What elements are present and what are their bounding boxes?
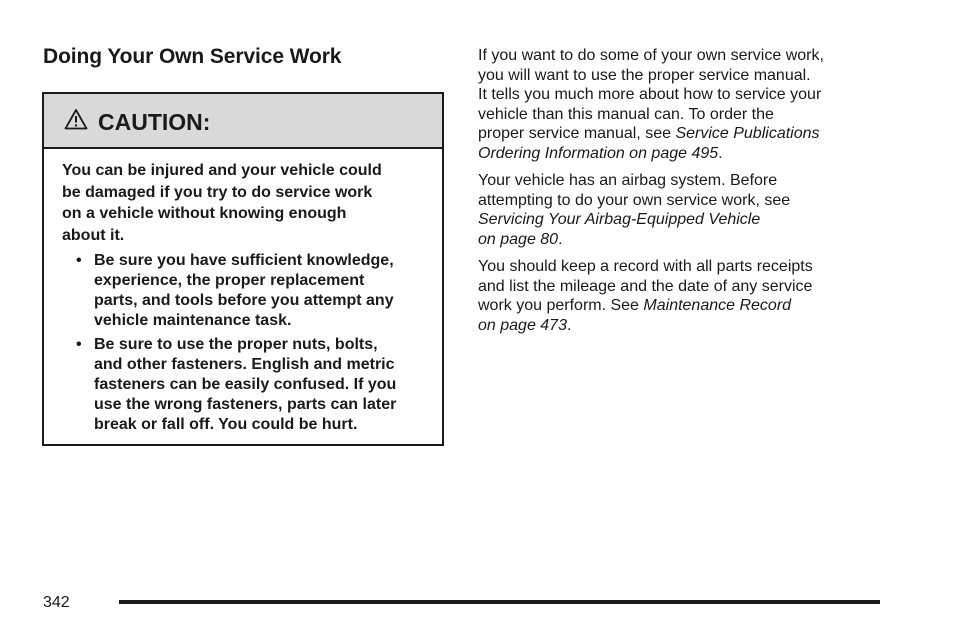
bullet-line: parts, and tools before you attempt any bbox=[94, 292, 394, 309]
text-line: Your vehicle has an airbag system. Before bbox=[478, 172, 778, 189]
punctuation: . bbox=[558, 230, 563, 248]
text-line: work you perform. See bbox=[478, 297, 644, 314]
reference-servicing-airbag: Servicing Your Airbag-Equipped Vehicle bbox=[478, 211, 761, 228]
bullet-line: fasteners can be easily confused. If you bbox=[94, 376, 397, 393]
punctuation: . bbox=[718, 144, 723, 162]
section-title: Doing Your Own Service Work bbox=[43, 45, 342, 68]
reference-service-publications: Service Publications bbox=[675, 125, 820, 142]
right-column bbox=[478, 46, 878, 343]
caution-header bbox=[44, 94, 442, 149]
caution-intro-line: be damaged if you try to do service work bbox=[62, 183, 373, 201]
bullet-line: Be sure to use the proper nuts, bolts, bbox=[94, 336, 378, 353]
caution-body bbox=[62, 160, 432, 439]
caution-label: CAUTION: bbox=[98, 109, 211, 135]
text-line: It tells you much more about how to service your bbox=[478, 86, 822, 103]
text-line: You should keep a record with all parts receipts bbox=[478, 258, 813, 275]
warning-triangle-icon bbox=[64, 108, 88, 130]
caution-bullet-item bbox=[62, 251, 432, 331]
bullet-dot-icon: • bbox=[76, 336, 82, 353]
paragraph-maintenance-record bbox=[478, 257, 878, 335]
bullet-line: use the wrong fasteners, parts can later bbox=[94, 396, 397, 413]
caution-intro-line: on a vehicle without knowing enough bbox=[62, 205, 347, 222]
footer-rule bbox=[119, 600, 880, 604]
caution-intro-line: about it. bbox=[62, 226, 125, 244]
page-number: 342 bbox=[43, 594, 70, 611]
paragraph-airbag bbox=[478, 171, 878, 249]
text-line: vehicle than this manual can. To order the bbox=[478, 105, 774, 123]
text-line: proper service manual, see bbox=[478, 125, 676, 142]
reference-maintenance-record: Maintenance Record bbox=[643, 297, 792, 314]
caution-intro-line: You can be injured and your vehicle could bbox=[62, 162, 382, 179]
caution-bullet-item bbox=[62, 335, 432, 435]
caution-bullet-list bbox=[62, 251, 432, 435]
text-line: and list the mileage and the date of any service bbox=[478, 277, 813, 295]
bullet-line: and other fasteners. English and metric bbox=[94, 356, 395, 373]
bullet-line: vehicle maintenance task. bbox=[94, 312, 292, 329]
bullet-line: experience, the proper replacement bbox=[94, 272, 365, 289]
text-line: you will want to use the proper service manual. bbox=[478, 66, 811, 84]
caution-intro bbox=[62, 160, 432, 246]
bullet-line: break or fall off. You could be hurt. bbox=[94, 416, 358, 433]
reference-page-495: Ordering Information on page 495 bbox=[478, 144, 719, 162]
bullet-dot-icon: • bbox=[76, 252, 82, 269]
reference-page-473: on page 473 bbox=[478, 316, 567, 334]
text-line: If you want to do some of your own service work, bbox=[478, 47, 824, 64]
reference-page-80: on page 80 bbox=[478, 230, 559, 248]
punctuation: . bbox=[566, 316, 572, 334]
bullet-line: Be sure you have sufficient knowledge, bbox=[94, 252, 394, 269]
paragraph-service-manual bbox=[478, 46, 878, 163]
text-line: attempting to do your own service work, see bbox=[478, 191, 791, 209]
caution-box bbox=[42, 92, 444, 446]
